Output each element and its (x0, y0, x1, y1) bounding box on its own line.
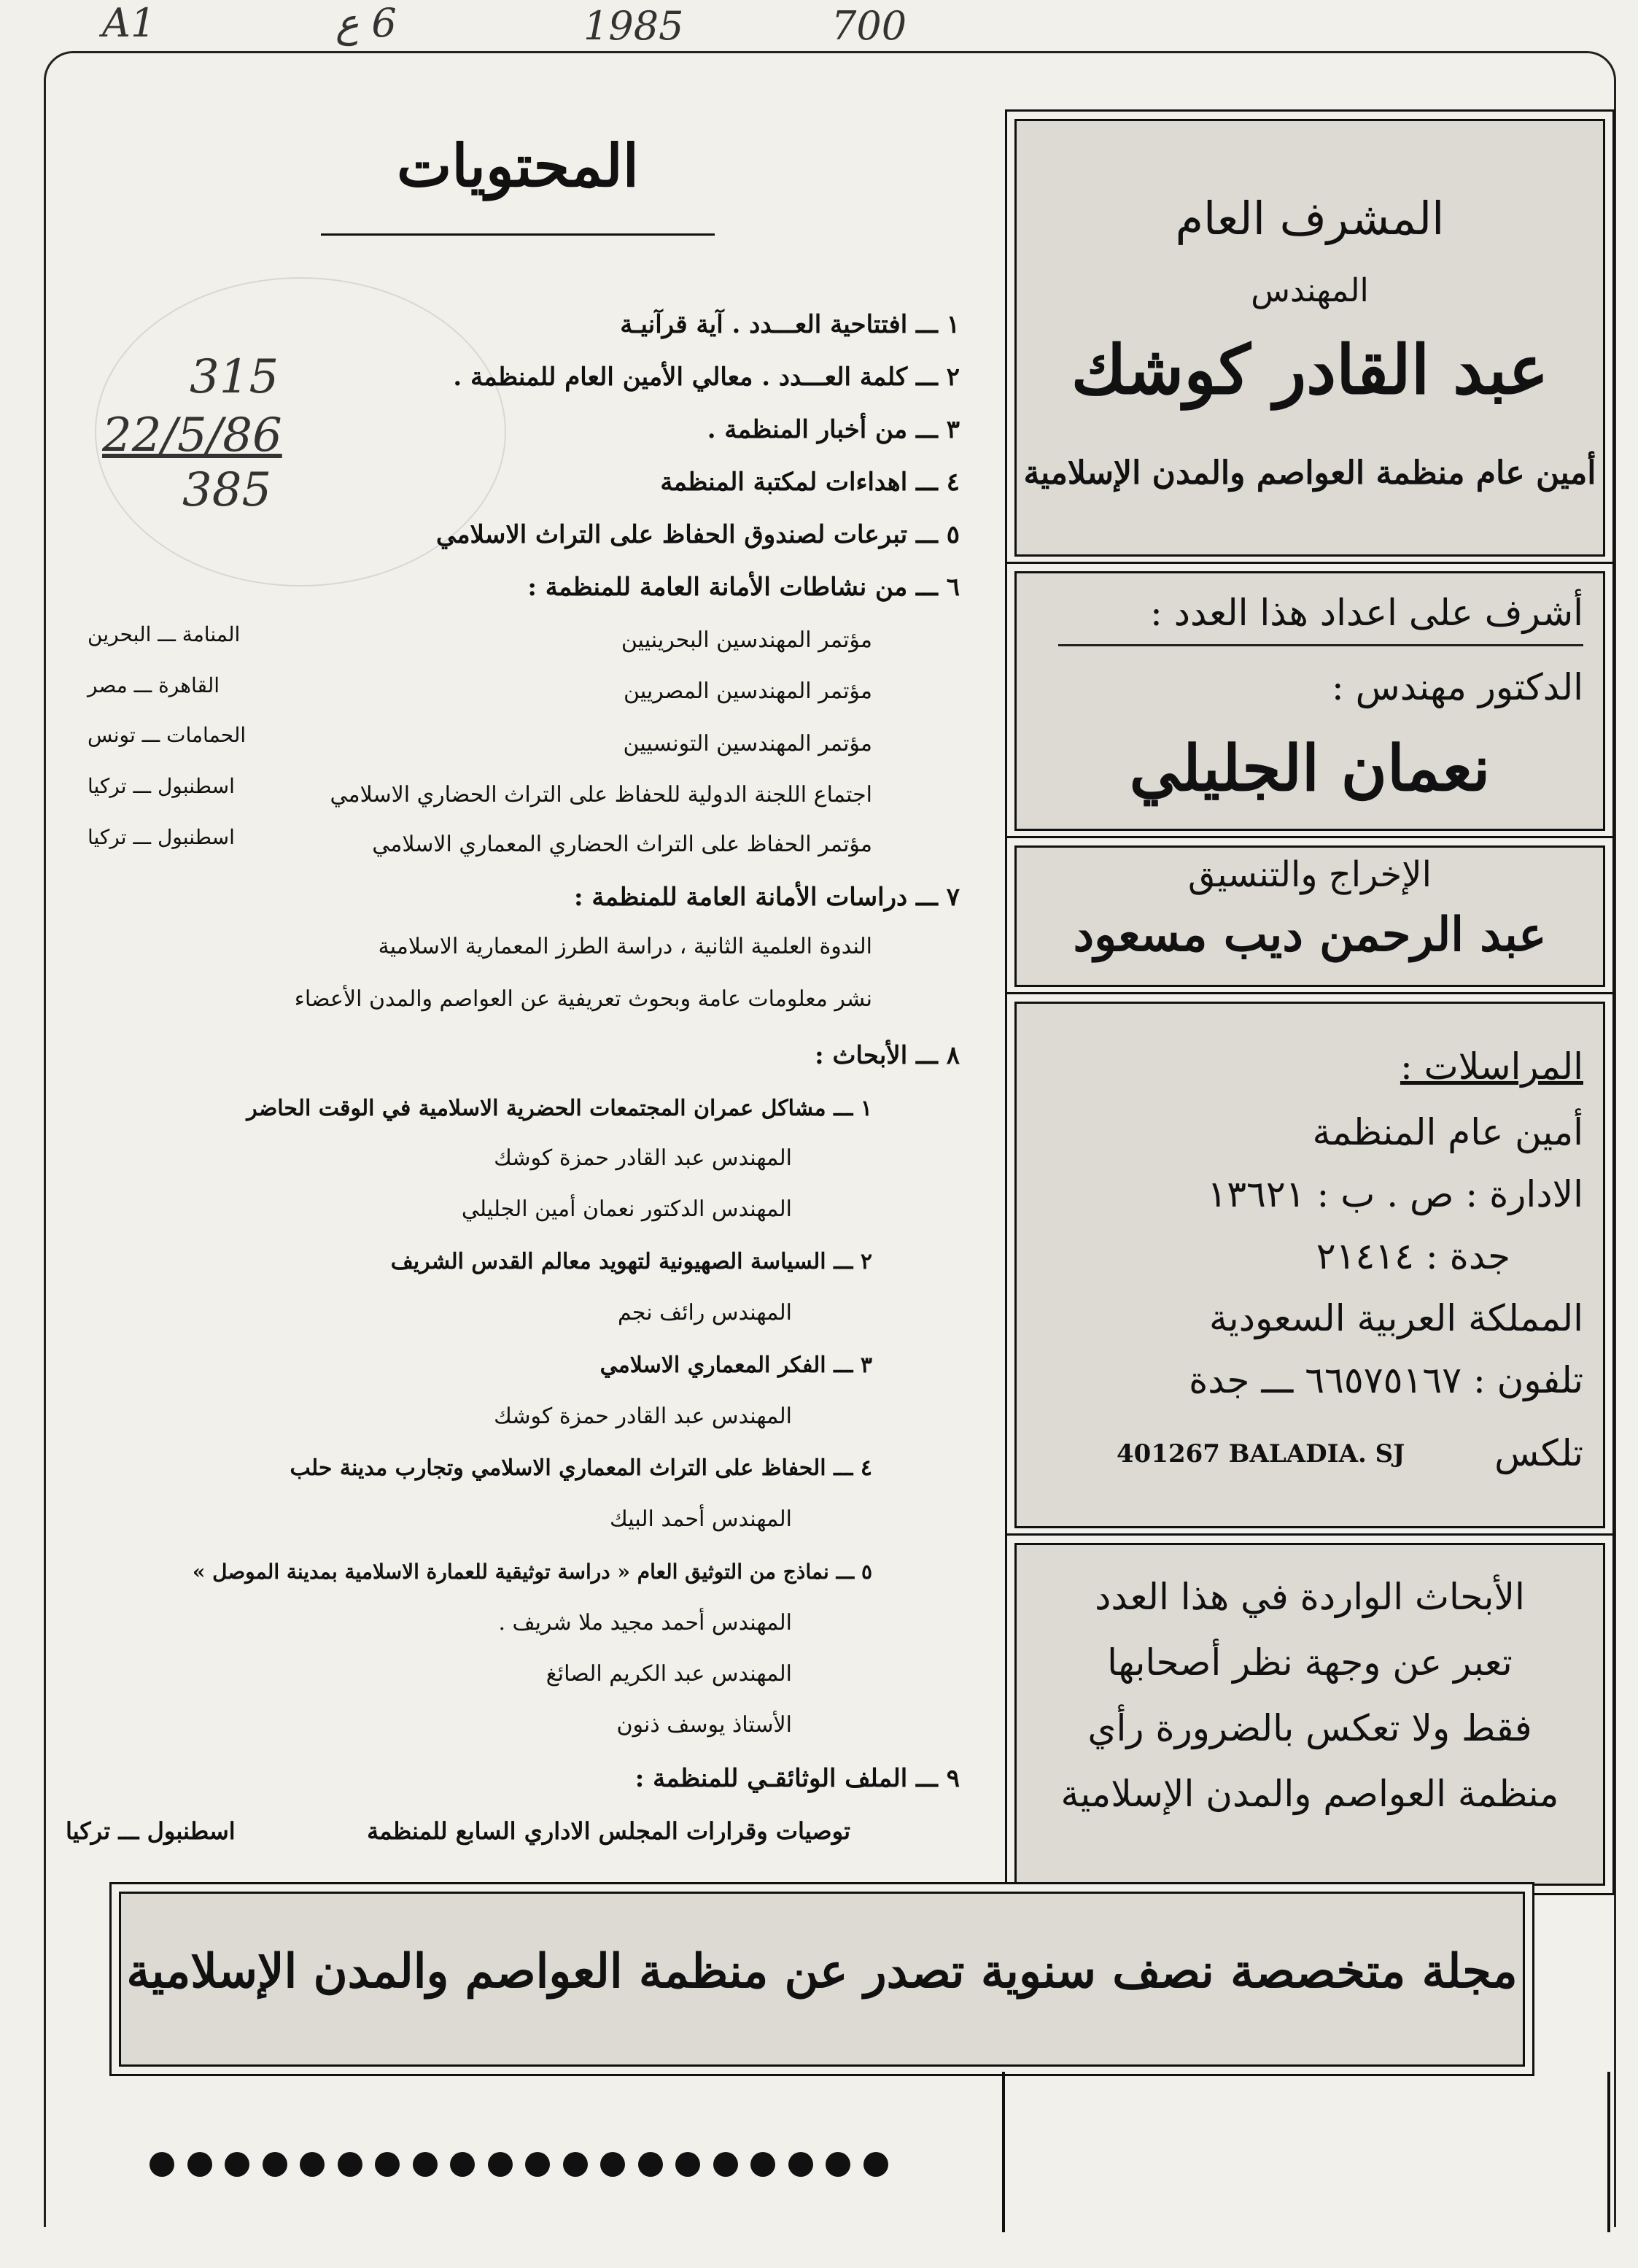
activity-row (330, 781, 872, 810)
dot (150, 2152, 174, 2177)
toc-item-2 (453, 363, 960, 392)
toc-text: من أخبار المنظمة . (707, 415, 908, 444)
research-num: ٢ ـــ (834, 1249, 872, 1274)
activity-row (624, 729, 872, 759)
design-panel (1005, 836, 1615, 996)
research-title: الفكر المعماري الاسلامي (599, 1352, 826, 1378)
dot (225, 2152, 249, 2177)
toc-text: دراسات الأمانة العامة للمنظمة : (573, 883, 908, 912)
dot (750, 2152, 775, 2177)
research-title: مشاكل عمران المجتمعات الحضرية الاسلامية في الوقت الحاضر (247, 1096, 826, 1121)
toc-text: تبرعات لصندوق الحفاظ على التراث الاسلامي (436, 520, 908, 549)
dot (863, 2152, 888, 2177)
engineer-label: المهندس (1251, 272, 1369, 309)
dot (413, 2152, 438, 2177)
prepared-name: نعمان الجليلي (1129, 732, 1491, 805)
dot (338, 2152, 362, 2177)
research-item-5 (193, 1557, 872, 1587)
toc-text: افتتاحية العـــدد . آية قرآنيـة (620, 310, 908, 339)
banner-text: مجلة متخصصة نصف سنوية تصدر عن منظمة العواصم والمدن الإسلامية (126, 1944, 1518, 1999)
activity-text: مؤتمر المهندسين المصريين (624, 678, 872, 704)
dot (187, 2152, 212, 2177)
toc-num: ٢ ـــ (916, 363, 960, 392)
research-author: المهندس عبد القادر حمزة كوشك (494, 1404, 792, 1429)
dot (713, 2152, 738, 2177)
research-item-1 (247, 1094, 872, 1123)
dot (600, 2152, 625, 2177)
activity-place: المنامة ـــ البحرين (88, 622, 241, 646)
telex-label: تلكس (1494, 1432, 1583, 1474)
design-name: عبد الرحمن ديب مسعود (1073, 907, 1547, 962)
handwritten-issue: 6 ع (335, 0, 397, 46)
activity-row (624, 677, 872, 706)
dot (788, 2152, 813, 2177)
toc-item-3 (707, 415, 960, 444)
prepared-label: أشرف على اعداد هذا العدد : (1150, 592, 1583, 634)
activity-row (372, 830, 872, 859)
toc-item-1 (620, 310, 960, 339)
dot (300, 2152, 325, 2177)
dot (450, 2152, 475, 2177)
research-num: ٣ ـــ (834, 1352, 872, 1378)
stamp-number-3: 385 (182, 463, 272, 517)
research-author: المهندس أحمد البيك (610, 1506, 792, 1532)
research-author: المهندس الدكتور نعمان أمين الجليلي (461, 1196, 792, 1222)
toc-num: ٥ ـــ (916, 520, 960, 549)
telex-value: 401267 BALADIA. SJ (1117, 1439, 1405, 1468)
toc-item-9 (635, 1764, 960, 1793)
research-item-3 (600, 1351, 872, 1380)
disclaimer-line: تعبر عن وجهة نظر أصحابها (1107, 1641, 1513, 1684)
research-author: المهندس أحمد مجيد ملا شريف . (498, 1610, 792, 1636)
research-title: الحفاظ على التراث المعماري الاسلامي وتجارب مدينة حلب (290, 1455, 826, 1481)
corr-line: أمين عام المنظمة (1312, 1111, 1583, 1153)
toc-item-6 (527, 573, 960, 602)
activity-place: الحمامات ـــ تونس (88, 723, 247, 747)
corr-label: المراسلات : (1400, 1045, 1583, 1088)
toc-text: اهداءات لمكتبة المنظمة (660, 468, 908, 497)
dot (638, 2152, 663, 2177)
supervisor-name: عبد القادر كوشك (1071, 330, 1549, 409)
toc-num: ٧ ـــ (916, 883, 960, 912)
activity-place: اسطنبول ـــ تركيا (88, 825, 235, 849)
corr-line: المملكة العربية السعودية (1208, 1297, 1583, 1339)
supervisor-label: المشرف العام (1175, 192, 1445, 245)
toc-num: ٤ ـــ (916, 468, 960, 497)
toc-text: كلمة العـــدد . معالي الأمين العام للمنظمة . (453, 363, 908, 392)
activity-row (621, 626, 872, 655)
toc-item-9-place: اسطنبول ـــ تركيا (66, 1817, 236, 1845)
prepared-title: الدكتور مهندس : (1331, 666, 1583, 708)
toc-item-5 (436, 520, 960, 549)
toc-text: الملف الوثائقـي للمنظمة : (634, 1764, 908, 1793)
toc-item-9-sub: توصيات وقرارات المجلس الاداري السابع للمنظمة (367, 1817, 850, 1845)
research-num: ٤ ـــ (834, 1455, 872, 1481)
design-label: الإخراج والتنسيق (1188, 854, 1432, 895)
toc-num: ٩ ـــ (916, 1764, 960, 1793)
contents-title: المحتويات (397, 131, 639, 200)
supervisor-title: أمين عام منظمة العواصم والمدن الإسلامية (1023, 454, 1596, 492)
research-num: ٥ ـــ (836, 1560, 872, 1584)
journal-banner (109, 1882, 1534, 2076)
dot (525, 2152, 550, 2177)
toc-text: الأبحاث : (815, 1041, 908, 1070)
column-divider (1607, 2072, 1610, 2232)
disclaimer-line: الأبحاث الواردة في هذا العدد (1095, 1576, 1525, 1618)
correspondence-panel (1005, 992, 1615, 1538)
dot (375, 2152, 400, 2177)
study-row: نشر معلومات عامة وبحوث تعريفية عن العواصم والمدن الأعضاء (294, 986, 872, 1012)
research-author: المهندس عبد القادر حمزة كوشك (494, 1145, 792, 1171)
research-num: ١ ـــ (834, 1096, 872, 1121)
disclaimer-panel (1005, 1533, 1615, 1895)
handwritten-year: 1985 (583, 3, 684, 49)
corr-line: جدة : ٢١٤١٤ (1316, 1235, 1510, 1277)
toc-text: من نشاطات الأمانة العامة للمنظمة : (527, 573, 908, 602)
research-title: السياسة الصهيونية لتهويد معالم القدس الشريف (390, 1249, 826, 1274)
dot (563, 2152, 588, 2177)
research-author: المهندس عبد الكريم الصائغ (546, 1661, 792, 1687)
title-underline (321, 233, 715, 236)
activity-place: اسطنبول ـــ تركيا (88, 774, 235, 798)
handwritten-number: 700 (831, 3, 907, 49)
research-item-4 (290, 1454, 872, 1483)
dot (675, 2152, 700, 2177)
study-row: الندوة العلمية الثانية ، دراسة الطرز المعمارية الاسلامية (378, 934, 872, 959)
toc-item-8 (815, 1041, 960, 1070)
dot (826, 2152, 850, 2177)
corr-line: تلفون : ٦٦٥٧٥١٦٧ ـــ جدة (1189, 1359, 1583, 1401)
activity-text: مؤتمر المهندسين التونسيين (623, 731, 872, 756)
disclaimer-line: فقط ولا تعكس بالضرورة رأي (1087, 1707, 1532, 1749)
disclaimer-line: منظمة العواصم والمدن الإسلامية (1060, 1773, 1559, 1815)
activity-text: اجتماع اللجنة الدولية للحفاظ على التراث الحضاري الاسلامي (330, 782, 872, 808)
research-title: نماذج من التوثيق العام « دراسة توثيقية للعمارة الاسلامية بمدينة الموصل » (192, 1560, 829, 1584)
activity-text: مؤتمر المهندسين البحرينيين (621, 627, 872, 653)
toc-num: ٨ ـــ (916, 1041, 960, 1070)
toc-item-7 (574, 883, 960, 912)
handwritten-ref: A1 (102, 0, 156, 46)
activity-place: القاهرة ـــ مصر (88, 673, 220, 697)
dot (263, 2152, 287, 2177)
toc-num: ٦ ـــ (916, 573, 960, 602)
toc-num: ٣ ـــ (916, 415, 960, 444)
prepared-label-underline (1058, 644, 1583, 646)
activity-text: مؤتمر الحفاظ على التراث الحضاري المعماري الاسلامي (372, 832, 872, 857)
dot (488, 2152, 513, 2177)
column-divider (1002, 2072, 1005, 2232)
corr-line: الادارة : ص . ب : ١٣٦٢١ (1207, 1173, 1583, 1215)
research-author: المهندس رائف نجم (617, 1300, 792, 1325)
toc-num: ١ ـــ (916, 310, 960, 339)
prepared-by-panel (1005, 562, 1615, 840)
toc-item-4 (660, 468, 960, 497)
stamp-number-2: 22/5/86 (102, 409, 282, 462)
research-author: الأستاذ يوسف ذنون (616, 1712, 792, 1738)
research-item-2 (391, 1247, 872, 1277)
supervisor-panel (1005, 109, 1615, 566)
stamp-number-1: 315 (190, 350, 279, 404)
